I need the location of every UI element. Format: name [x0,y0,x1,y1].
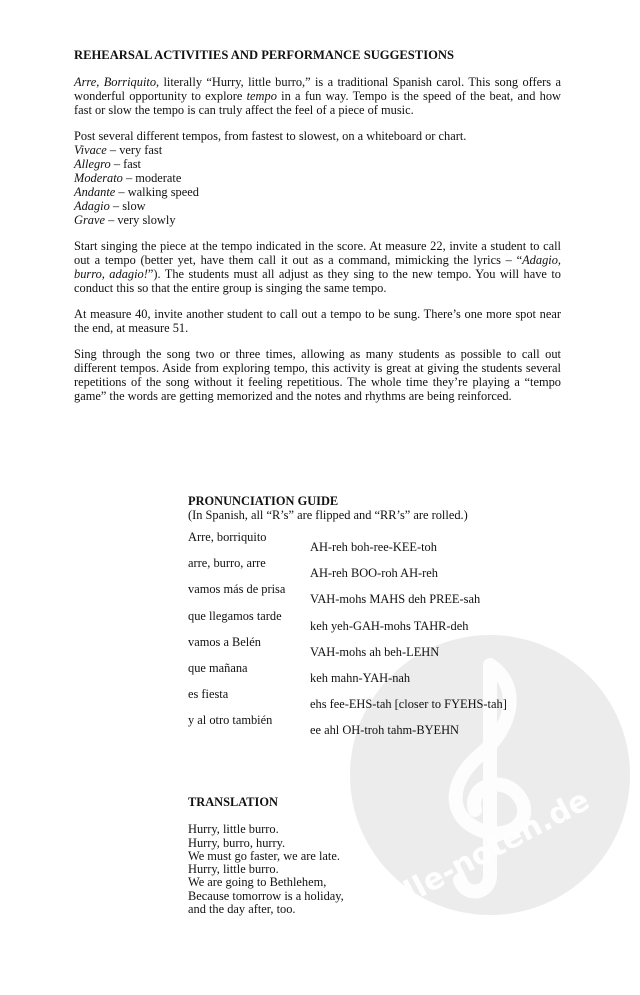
spanish-lyric: que llegamos tarde [188,608,282,623]
watermark-text: alle-noten.de [380,782,596,920]
tempo-meaning: – fast [110,157,141,171]
translation-line: We are going to Bethlehem, [188,875,327,890]
tempo-term: Vivace [74,143,107,157]
repetition-paragraph: Sing through the song two or three times, allowing as many students as possible to call out different tempos. Aside from exploring tempo, this activity is great at giving the students several repetitions of the song without it feeling repetitious. The whole time they’re playing a “tempo game” the words are getting memorized and the notes and rhythms are being reinforced. [74,347,561,403]
translation-line: Because tomorrow is a holiday, [188,888,344,903]
phonetic-lyric: VAH-mohs ah beh-LEHN [310,644,440,659]
spanish-lyric: es fiesta [188,687,229,702]
p3-text-b: ”). The students must all adjust as they sing to the new tempo. You will have to conduct this so that the entire group is singing the same tempo. [74,267,561,295]
tempo-intro: Post several different tempos, from fastest to slowest, on a whiteboard or chart. [74,129,467,143]
tempo-list [74,129,561,227]
pronunciation-row [188,661,528,687]
p3-text-a: Start singing the piece at the tempo indicated in the score. At measure 22, invite a student to call out a tempo (better yet, have them call it out as a command, mimicking the lyrics – “ [74,239,561,267]
phonetic-lyric: AH-reh BOO-roh AH-reh [310,566,439,581]
tempo-item [74,185,561,199]
phonetic-lyric: keh yeh-GAH-mohs TAHR-deh [310,618,469,633]
translation-line: Hurry, little burro. [188,822,279,837]
translation-line: and the day after, too. [188,902,296,917]
phonetic-lyric: VAH-mohs MAHS deh PREE-sah [310,592,481,607]
pronunciation-row [188,530,528,556]
translation-line: Hurry, little burro. [188,862,279,877]
translation-section [188,796,488,916]
translation-line: We must go faster, we are late. [188,848,340,863]
translation-heading: TRANSLATION [188,795,278,809]
tempo-item [74,157,561,171]
pronunciation-table [188,530,528,740]
tempo-term: Grave [74,213,105,227]
pronunciation-row [188,582,528,608]
spanish-lyric: Arre, borriquito [188,530,267,544]
tempo-item [74,199,561,213]
intro-paragraph [74,75,561,117]
tempo-meaning: – very slowly [104,213,176,227]
spanish-lyric: y al otro también [188,713,273,728]
pronunciation-row [188,556,528,582]
pronunciation-row [188,635,528,661]
spanish-lyric: vamos a Belén [188,634,261,649]
rehearsal-heading: REHEARSAL ACTIVITIES AND PERFORMANCE SUGGESTIONS [74,48,454,62]
translation-line: Hurry, burro, hurry. [188,835,286,850]
tempo-meaning: – moderate [122,171,182,185]
tempo-term: Andante [74,185,116,199]
intro-text-b: in a fun way. Tempo is the speed of the beat, and how fast or slow the tempo is can truly affect the feel of a piece of music. [74,89,561,117]
phonetic-lyric: AH-reh boh-ree-KEE-toh [310,540,437,554]
pronunciation-row [188,713,528,739]
spanish-lyric: vamos más de prisa [188,582,286,597]
tempo-meaning: – very fast [106,143,163,157]
tempo-term: Adagio [74,199,110,213]
phonetic-lyric: ee ahl OH-troh tahm-BYEHN [310,723,459,738]
spanish-lyric: que mañana [188,660,248,675]
pronunciation-note: (In Spanish, all “R’s” are flipped and “RR’s” are rolled.) [188,508,468,522]
tempo-meaning: – walking speed [115,185,199,199]
p3-quote: Adagio, burro, adagio! [74,253,561,281]
tempo-word: tempo [246,89,277,103]
pronunciation-row [188,687,528,713]
measure-40-paragraph: At measure 40, invite another student to call out a tempo to be sung. There’s one more spot near the end, at measure 51. [74,307,561,335]
spanish-lyric: arre, burro, arre [188,556,266,571]
intro-text-a: , literally “Hurry, little burro,” is a traditional Spanish carol. This song offers a wonderful opportunity to explore [74,75,561,103]
phonetic-lyric: ehs fee-EHS-tah [closer to FYEHS-tah] [310,697,507,712]
tempo-meaning: – slow [109,199,146,213]
song-title: Arre, Borriquito [74,75,157,89]
pronunciation-row [188,609,528,635]
tempo-item [74,143,561,157]
tempo-item [74,213,561,227]
pronunciation-heading: PRONUNCIATION GUIDE [188,494,339,508]
phonetic-lyric: keh mahn-YAH-nah [310,670,411,685]
tempo-term: Moderato [74,171,123,185]
tempo-term: Allegro [74,157,111,171]
rehearsal-section [74,48,561,415]
pronunciation-guide [188,494,528,740]
tempo-item [74,171,561,185]
measure-22-paragraph [74,239,561,295]
